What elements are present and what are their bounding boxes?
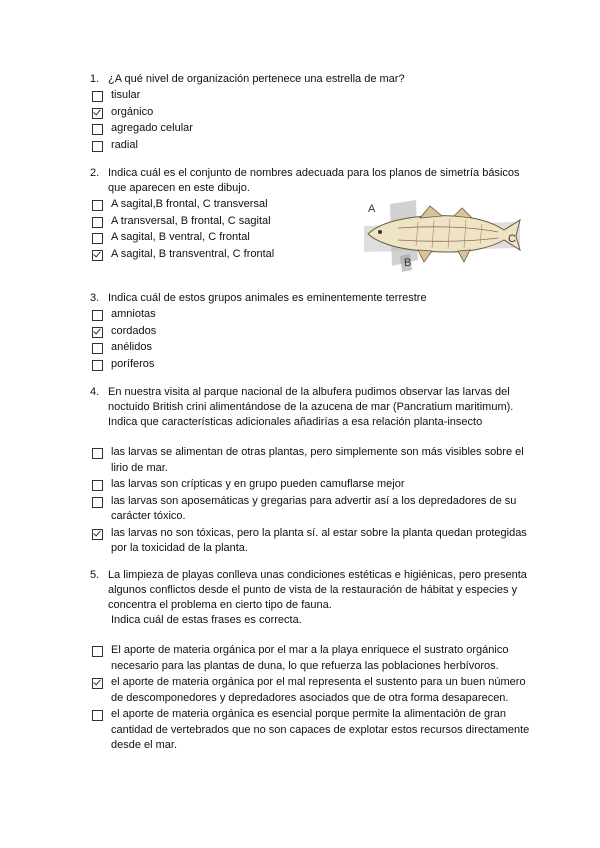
option-label: A sagital, B ventral, C frontal xyxy=(111,231,250,243)
question-text: ¿A qué nivel de organización pertenece una estrella de mar? xyxy=(108,73,405,85)
option-q5-a[interactable] xyxy=(90,643,530,674)
option-label: El aporte de materia orgánica por el mar a la playa enriquece el sustrato orgánico necesario para las plantas de duna, lo que refuerza las poblaciones herbívoros. xyxy=(111,644,509,672)
option-q3-d[interactable] xyxy=(90,357,530,373)
question-header xyxy=(90,291,530,306)
option-label: cordados xyxy=(111,324,157,337)
option-label: poríferos xyxy=(111,357,155,370)
question-subtext: Indica cuál de estas frases es correcta. xyxy=(111,614,302,626)
option-label: anélidos xyxy=(111,341,152,353)
checkbox[interactable] xyxy=(92,497,103,508)
checkbox[interactable] xyxy=(92,217,103,228)
question-header xyxy=(90,72,530,87)
question-text: En nuestra visita al parque nacional de la albufera pudimos observar las larvas del noctuido British crini alimentándose de la azucena de mar (Pancratium maritimum). Indica que características adicionales añadirías a esa relación planta-insecto xyxy=(108,386,514,428)
question-text-main: La limpieza de playas conlleva unas condiciones estéticas e higiénicas, pero presenta algunos conflictos desde el punto de vista de la restauración de hábitat y especies y concentra el problema en cierto tipo de fauna. xyxy=(108,569,527,611)
label-c: C xyxy=(508,233,516,245)
question-header xyxy=(90,166,530,196)
option-label: agregado celular xyxy=(111,122,193,134)
option-label: las larvas no son tóxicas, pero la planta sí. al estar sobre la planta quedan protegidas por la toxicidad de la planta. xyxy=(111,526,527,554)
question-4 xyxy=(90,385,530,557)
option-label: A sagital, B transventral, C frontal xyxy=(111,247,275,260)
option-label: las larvas son aposemáticas y gregarias para advertir así a los depredadores de su carácter tóxico. xyxy=(111,494,517,522)
question-5 xyxy=(90,568,530,754)
checkbox[interactable] xyxy=(92,233,103,244)
checkbox[interactable] xyxy=(92,141,103,152)
checkbox-checked[interactable] xyxy=(92,678,103,689)
checkbox[interactable] xyxy=(92,480,103,491)
option-label: las larvas son crípticas y en grupo pueden camuflarse mejor xyxy=(111,478,405,490)
option-label: amniotas xyxy=(111,308,156,320)
checkbox-checked[interactable] xyxy=(92,250,103,261)
option-q3-c[interactable] xyxy=(90,340,530,356)
option-q3-a[interactable] xyxy=(90,307,530,323)
option-label: orgánico xyxy=(111,105,154,118)
question-number: 2. xyxy=(90,167,100,179)
label-b: B xyxy=(404,257,412,269)
question-text: Indica cuál es el conjunto de nombres adecuada para los planos de simetría básicos que aparecen en este dibujo. xyxy=(108,167,520,194)
question-number: 1. xyxy=(90,73,100,85)
question-header xyxy=(90,568,530,628)
fish-symmetry-figure xyxy=(358,196,526,272)
option-q1-c[interactable] xyxy=(90,121,530,137)
checkbox-checked[interactable] xyxy=(92,529,103,540)
option-q4-d[interactable] xyxy=(90,526,530,557)
checkbox[interactable] xyxy=(92,710,103,721)
option-q4-b[interactable] xyxy=(90,477,530,493)
checkbox[interactable] xyxy=(92,646,103,657)
checkbox[interactable] xyxy=(92,343,103,354)
checkbox[interactable] xyxy=(92,310,103,321)
fish-eye xyxy=(378,230,382,234)
option-q5-c[interactable] xyxy=(90,707,530,754)
option-label: el aporte de materia orgánica es esencial porque permite la alimentación de gran cantidad de vertebrados que no son capaces de explotar estos recursos directamente desde el mar. xyxy=(111,708,530,751)
option-label: A transversal, B frontal, C sagital xyxy=(111,214,271,227)
question-number: 4. xyxy=(90,386,100,398)
checkbox[interactable] xyxy=(92,360,103,371)
option-label: tisular xyxy=(111,89,141,101)
option-label: A sagital,B frontal, C transversal xyxy=(111,198,268,210)
checkbox[interactable] xyxy=(92,124,103,135)
option-label: el aporte de materia orgánica por el mal representa el sustento para un buen número de descomponedores y depredadores asociados que de otra forma desaparecen. xyxy=(111,676,526,704)
question-3 xyxy=(90,291,530,372)
option-label: radial xyxy=(111,138,138,151)
question-1 xyxy=(90,72,530,153)
checkbox[interactable] xyxy=(92,91,103,102)
checkbox[interactable] xyxy=(92,448,103,459)
checkbox-checked[interactable] xyxy=(92,108,103,119)
question-number: 3. xyxy=(90,292,100,304)
option-q4-c[interactable] xyxy=(90,494,530,525)
checkbox-checked[interactable] xyxy=(92,327,103,338)
option-q1-b[interactable] xyxy=(90,105,530,121)
fish-diagram xyxy=(358,196,526,272)
question-text: Indica cuál de estos grupos animales es eminentemente terrestre xyxy=(108,292,427,304)
checkbox[interactable] xyxy=(92,200,103,211)
option-q1-d[interactable] xyxy=(90,138,530,154)
option-q3-b[interactable] xyxy=(90,324,530,340)
option-q1-a[interactable] xyxy=(90,88,530,104)
label-a: A xyxy=(368,203,376,215)
question-header xyxy=(90,385,530,430)
question-number: 5. xyxy=(90,569,100,581)
option-q5-b[interactable] xyxy=(90,675,530,706)
question-text xyxy=(108,568,530,628)
option-q4-a[interactable] xyxy=(90,445,530,476)
option-label: las larvas se alimentan de otras plantas, pero simplemente son más visibles sobre el lirio de mar. xyxy=(111,446,524,474)
